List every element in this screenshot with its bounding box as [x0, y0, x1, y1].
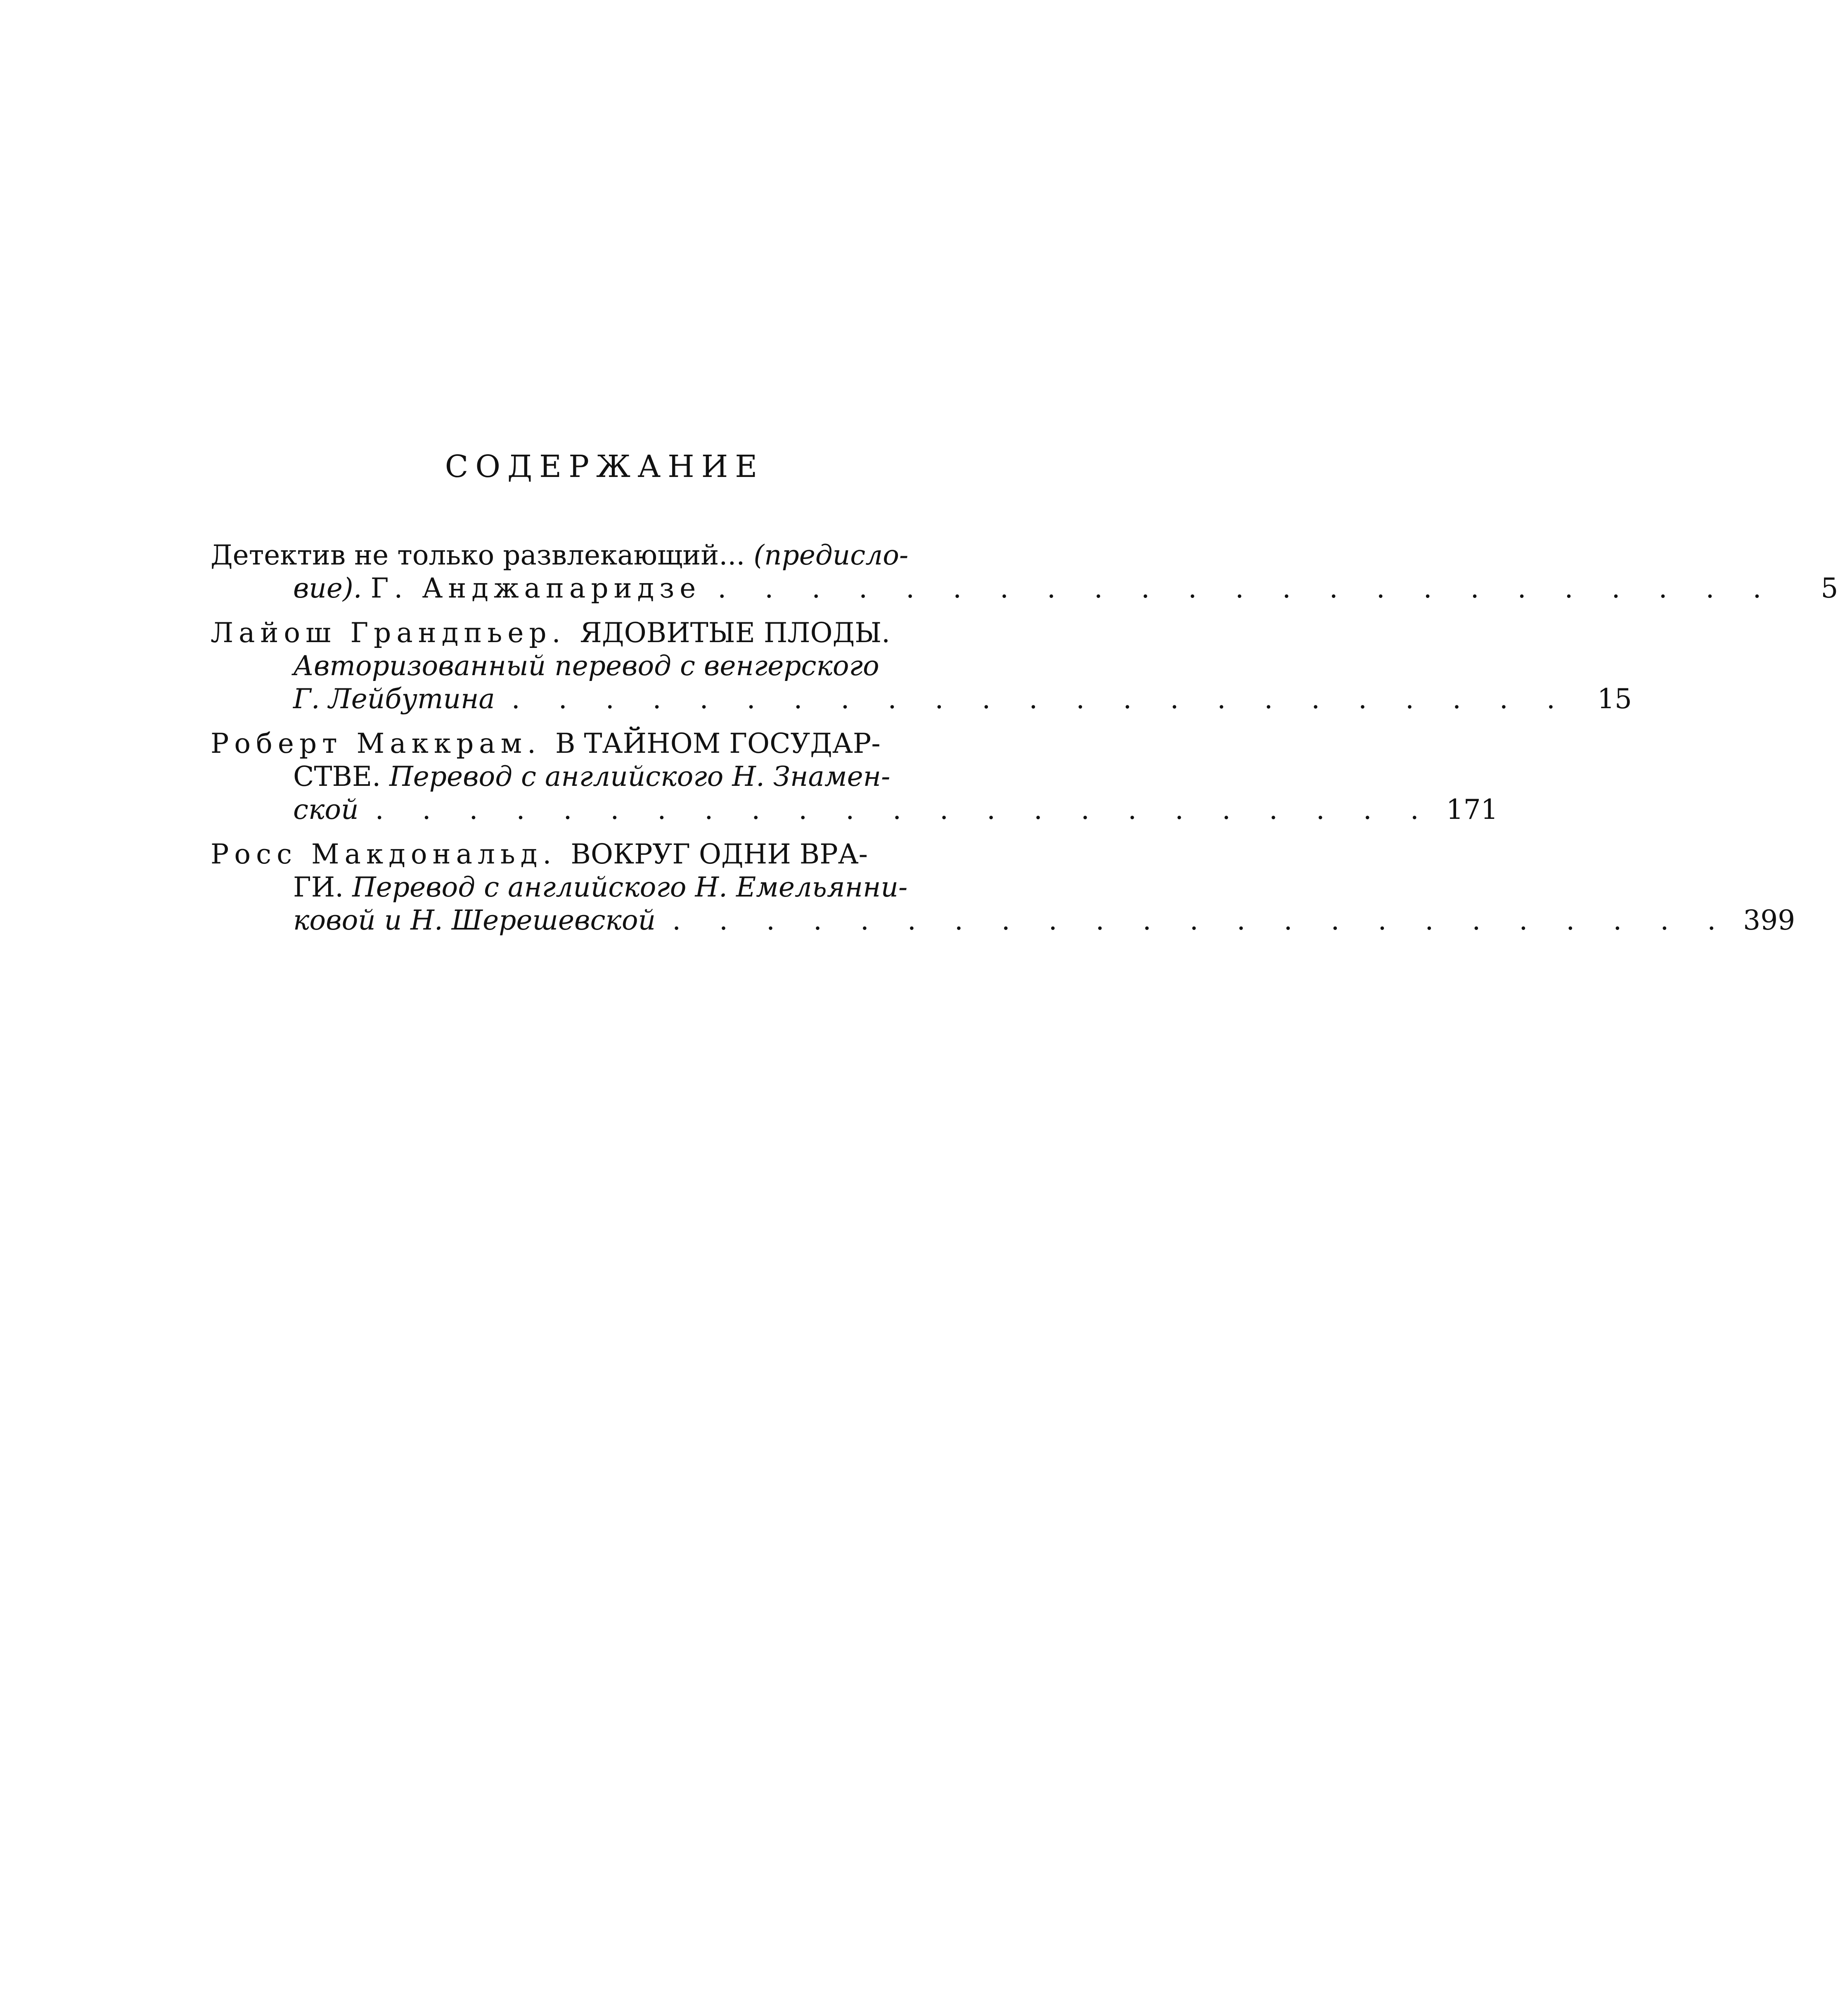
toc-entry-line	[211, 904, 1795, 937]
toc-entry-line	[211, 617, 987, 650]
page-title: СОДЕРЖАНИЕ	[445, 449, 765, 484]
entry-title: ГИ.	[293, 871, 353, 903]
entry-author: Роберт Маккрам.	[211, 728, 555, 759]
toc-entry-line	[211, 539, 987, 572]
entry-note: (предисло-	[753, 539, 909, 571]
entry-author: Лайош Грандпьер.	[211, 617, 580, 649]
toc-entry-preface	[211, 539, 1838, 605]
toc-entry-line	[211, 871, 987, 904]
entry-title: ЯДОВИТЫЕ ПЛОДЫ.	[580, 617, 891, 649]
table-of-contents	[211, 539, 1838, 949]
entry-author: Росс Макдональд.	[211, 838, 571, 870]
toc-entry-line	[211, 683, 1632, 716]
toc-entry-enemies-around	[211, 838, 1795, 937]
page-number: 399	[1743, 904, 1795, 936]
page-number: 5	[1821, 572, 1838, 604]
toc-entry-poisonous-fruits	[211, 617, 1632, 716]
entry-translation-note: Авторизованный перевод с венгерского	[293, 650, 879, 682]
toc-entry-line	[211, 650, 987, 683]
entry-translator: ковой и Н. Шерешевской	[293, 904, 656, 936]
entry-translator: ской	[293, 794, 359, 825]
entry-title: В ТАЙНОМ ГОСУДАР-	[555, 728, 881, 759]
entry-author: Г. Анджапаридзе	[370, 572, 701, 604]
entry-title: ВОКРУГ ОДНИ ВРА-	[571, 838, 868, 870]
toc-entry-line	[211, 572, 1838, 605]
entry-note: вие).	[293, 572, 371, 604]
toc-entry-line	[211, 793, 1498, 826]
entry-title: Детектив не только развлекающий...	[211, 539, 754, 571]
entry-translation-note: Перевод с английского Н. Знамен-	[389, 761, 891, 792]
entry-title: СТВЕ.	[293, 761, 390, 792]
toc-entry-line	[211, 838, 987, 871]
toc-entry-line	[211, 760, 987, 793]
dot-leader: . . . . . . . . . . . . . . . . . . . . . . .	[718, 572, 1776, 604]
toc-entry-line	[211, 727, 987, 760]
dot-leader: . . . . . . . . . . . . . . . . . . . . . . .	[672, 904, 1731, 936]
toc-entry-secret-state	[211, 727, 1498, 826]
entry-translation-note: Перевод с английского Н. Емельянни-	[352, 871, 908, 903]
page-number: 15	[1597, 683, 1632, 715]
dot-leader: . . . . . . . . . . . . . . . . . . . . . . .	[511, 683, 1570, 715]
dot-leader: . . . . . . . . . . . . . . . . . . . . . . .	[375, 794, 1434, 825]
page-number: 171	[1446, 794, 1498, 825]
entry-translator: Г. Лейбутина	[293, 683, 495, 715]
